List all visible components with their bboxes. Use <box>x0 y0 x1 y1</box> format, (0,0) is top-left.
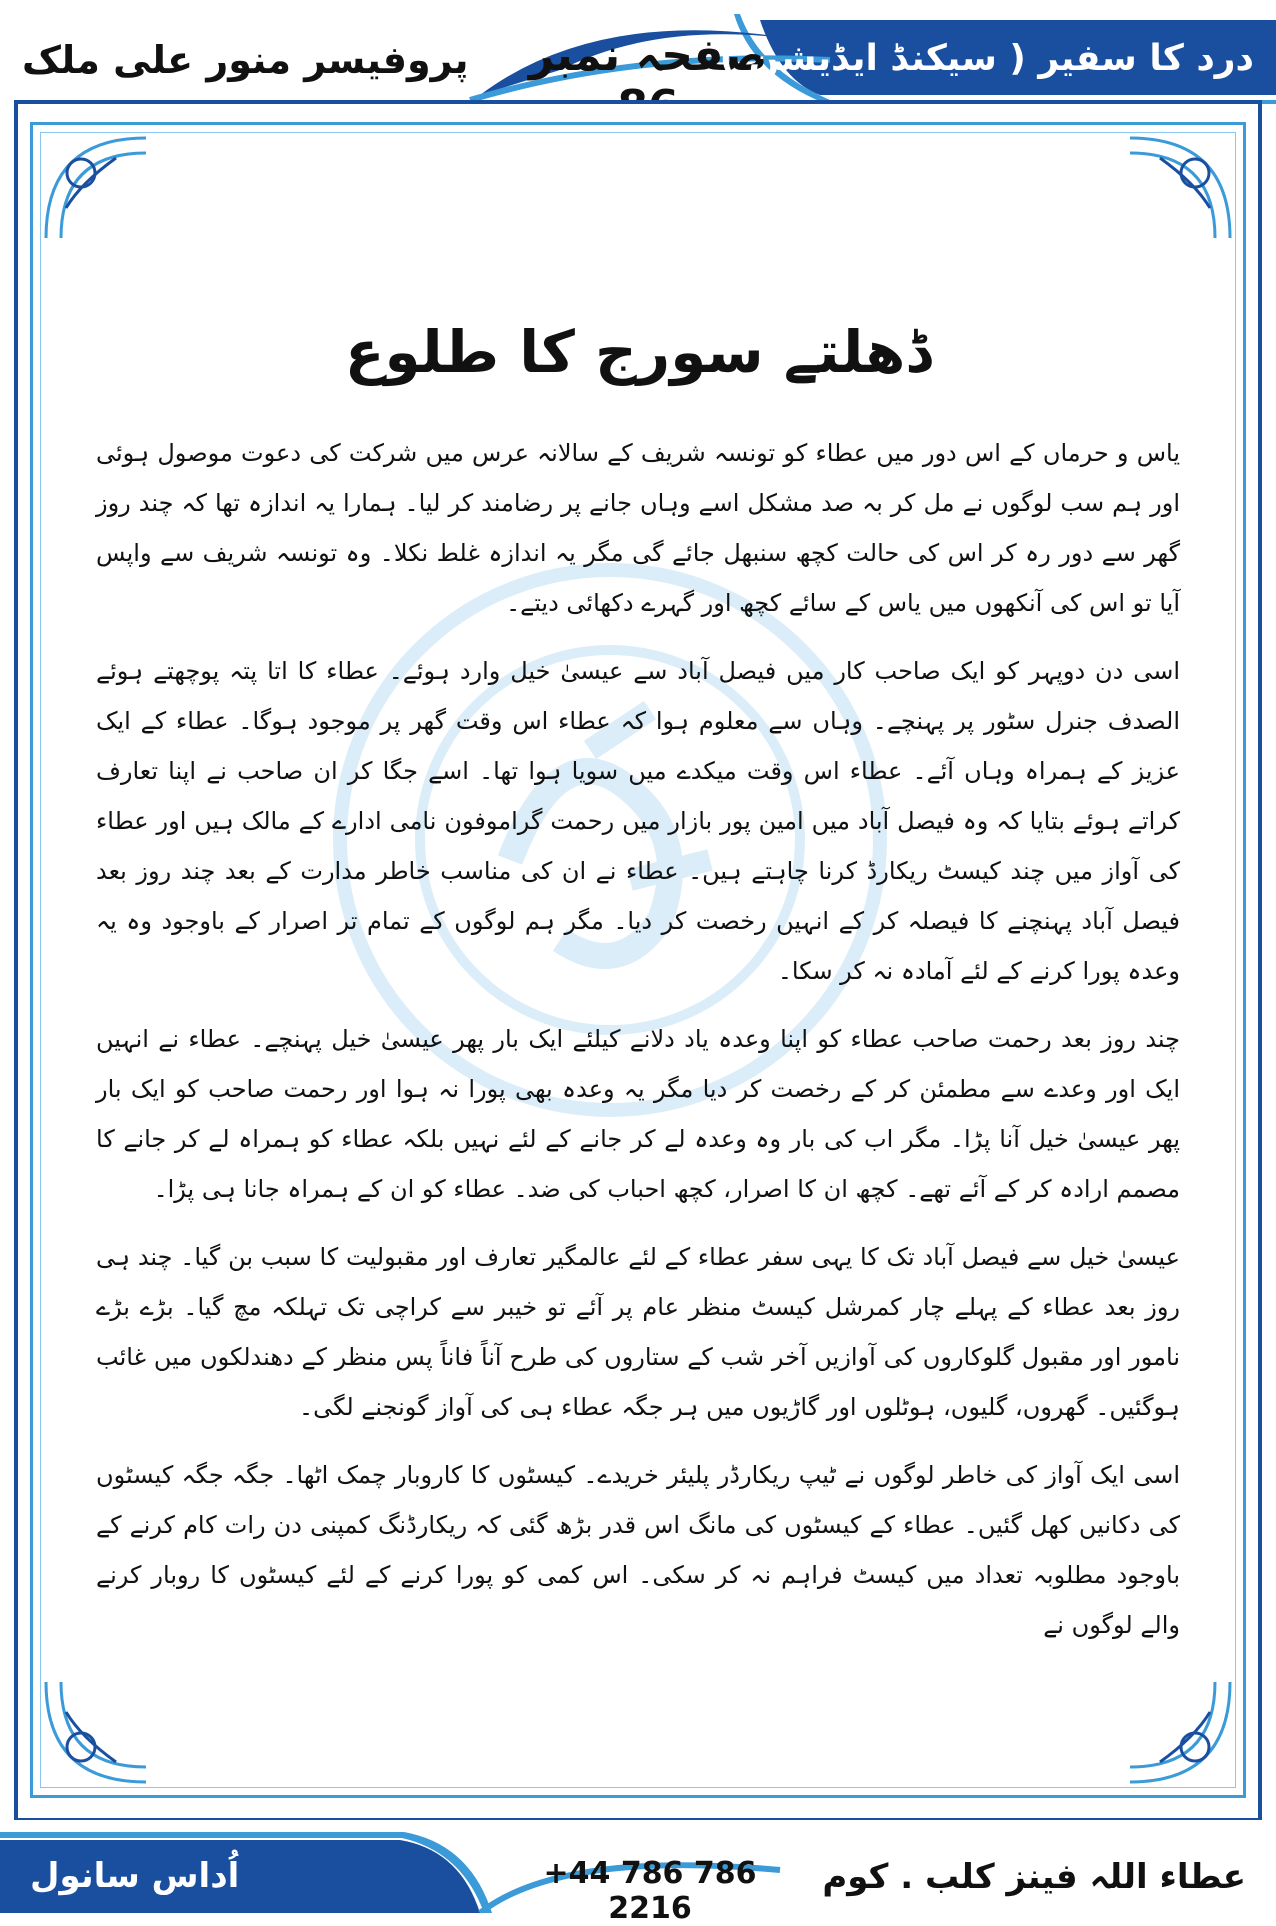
series-name: اُداس سانول <box>30 1856 240 1896</box>
author-name: پروفیسر منور علی ملک <box>22 38 469 82</box>
chapter-title: ڈھلتے سورج کا طلوع <box>344 318 932 386</box>
page-number: صفحہ نمبر <box>528 30 768 81</box>
corner-ornament-bottom-right <box>1120 1672 1240 1792</box>
page-header <box>0 0 1276 115</box>
page-footer <box>0 1820 1276 1926</box>
site-name: عطاء اللہ فینز کلب . کوم <box>822 1857 1246 1897</box>
paragraph: اسی ایک آواز کی خاطر لوگوں نے ٹیپ ریکارڈر پلیئر خریدے۔ کیسٹوں کا کاروبار چمک اٹھا۔ جگہ جگہ کیسٹوں کی دکانیں کھل گئیں۔ عطاء کے کیسٹوں کی مانگ اس قدر بڑھ گئی کہ ریکارڈنگ کمپنی دن رات کام کرنے کے باوجود مطلوبہ تعداد میں کیسٹ فراہم نہ کر سکی۔ اس کمی کو پورا کرنے کے لئے کیسٹوں کا روبار کرنے والے لوگوں نے <box>96 1461 1180 1639</box>
corner-ornament-bottom-left <box>36 1672 156 1792</box>
paragraph: چند روز بعد رحمت صاحب عطاء کو اپنا وعدہ یاد دلانے کیلئے ایک بار پھر عیسیٰ خیل پہنچے۔ عطاء نے انہیں ایک اور وعدے سے مطمئن کر کے رخصت کر دیا مگر یہ وعدہ بھی پورا نہ ہوا اور رحمت صاحب کو ایک بار پھر عیسیٰ خیل آنا پڑا۔ مگر اب کی بار وہ وعدہ لے کر جانے کے لئے نہیں بلکہ عطاء کو ہمراہ لے کر جانے کا مصمم ارادہ کر کے آئے تھے۔ کچھ ان کا اصرار، کچھ احباب کی ضد۔ عطاء کو ان کے ہمراہ جانا ہی پڑا۔ <box>96 1025 1180 1203</box>
corner-ornament-top-right <box>1120 128 1240 248</box>
paragraph: یاس و حرماں کے اس دور میں عطاء کو تونسہ شریف کے سالانہ عرس میں شرکت کی دعوت موصول ہوئی اور ہم سب لوگوں نے مل کر بہ صد مشکل اسے وہاں جانے پر رضامند کر لیا۔ ہمارا یہ اندازہ تھا کہ چند روز گھر سے دور رہ کر اس کی حالت کچھ سنبھل جائے گی مگر یہ اندازہ غلط نکلا۔ وہ تونسہ شریف سے واپس آیا تو اس کی آنکھوں میں یاس کے سائے کچھ اور گہرے دکھائی دیتے۔ <box>96 439 1180 617</box>
paragraph: اسی دن دوپہر کو ایک صاحب کار میں فیصل آباد سے عیسیٰ خیل وارد ہوئے۔ عطاء کا اتا پتہ پوچھتے ہوئے الصدف جنرل سٹور پر پہنچے۔ وہاں سے معلوم ہوا کہ عطاء اس وقت گھر پر موجود ہوگا۔ عطاء کے ایک عزیز کے ہمراہ وہاں آئے۔ عطاء اس وقت میکدے میں سویا ہوا تھا۔ اسے جگا کر ان صاحب نے اپنا تعارف کراتے ہوئے بتایا کہ وہ فیصل آباد میں امین پور بازار میں رحمت گراموفون نامی ادارے کے مالک ہیں اور عطاء کی آواز میں چند کیسٹ ریکارڈ کرنا چاہتے ہیں۔ عطاء نے ان کی مناسب خاطر مدارت کے بعد چند روز بعد فیصل آباد پہنچنے کا فیصلہ کر کے انہیں رخصت کر دیا۔ مگر ہم لوگوں کے تمام تر اصرار کے باوجود وہ یہ وعدہ پورا کرنے کے لئے آمادہ نہ کر سکا۔ <box>96 657 1180 985</box>
corner-ornament-top-left <box>36 128 156 248</box>
paragraph: عیسیٰ خیل سے فیصل آباد تک کا یہی سفر عطاء کے لئے عالمگیر تعارف اور مقبولیت کا سبب بن گیا۔ چند ہی روز بعد عطاء کے پہلے چار کمرشل کیسٹ منظر عام پر آئے تو خیبر سے کراچی تک تہلکہ مچ گیا۔ بڑے بڑے نامور اور مقبول گلوکاروں کی آوازیں آخر شب کے ستاروں کی طرح آناً فاناً پس منظر کے دھندلکوں میں غائب ہوگئیں۔ گھروں، گلیوں، ہوٹلوں اور گاڑیوں میں ہر جگہ عطاء ہی کی آواز گونجنے لگی۔ <box>96 1243 1180 1421</box>
phone-number: +44 786 786 2216 <box>543 1856 757 1926</box>
book-title: درد کا سفیر ( سیکنڈ ایڈیشن ) <box>719 38 1254 79</box>
body-text <box>96 428 1180 1668</box>
